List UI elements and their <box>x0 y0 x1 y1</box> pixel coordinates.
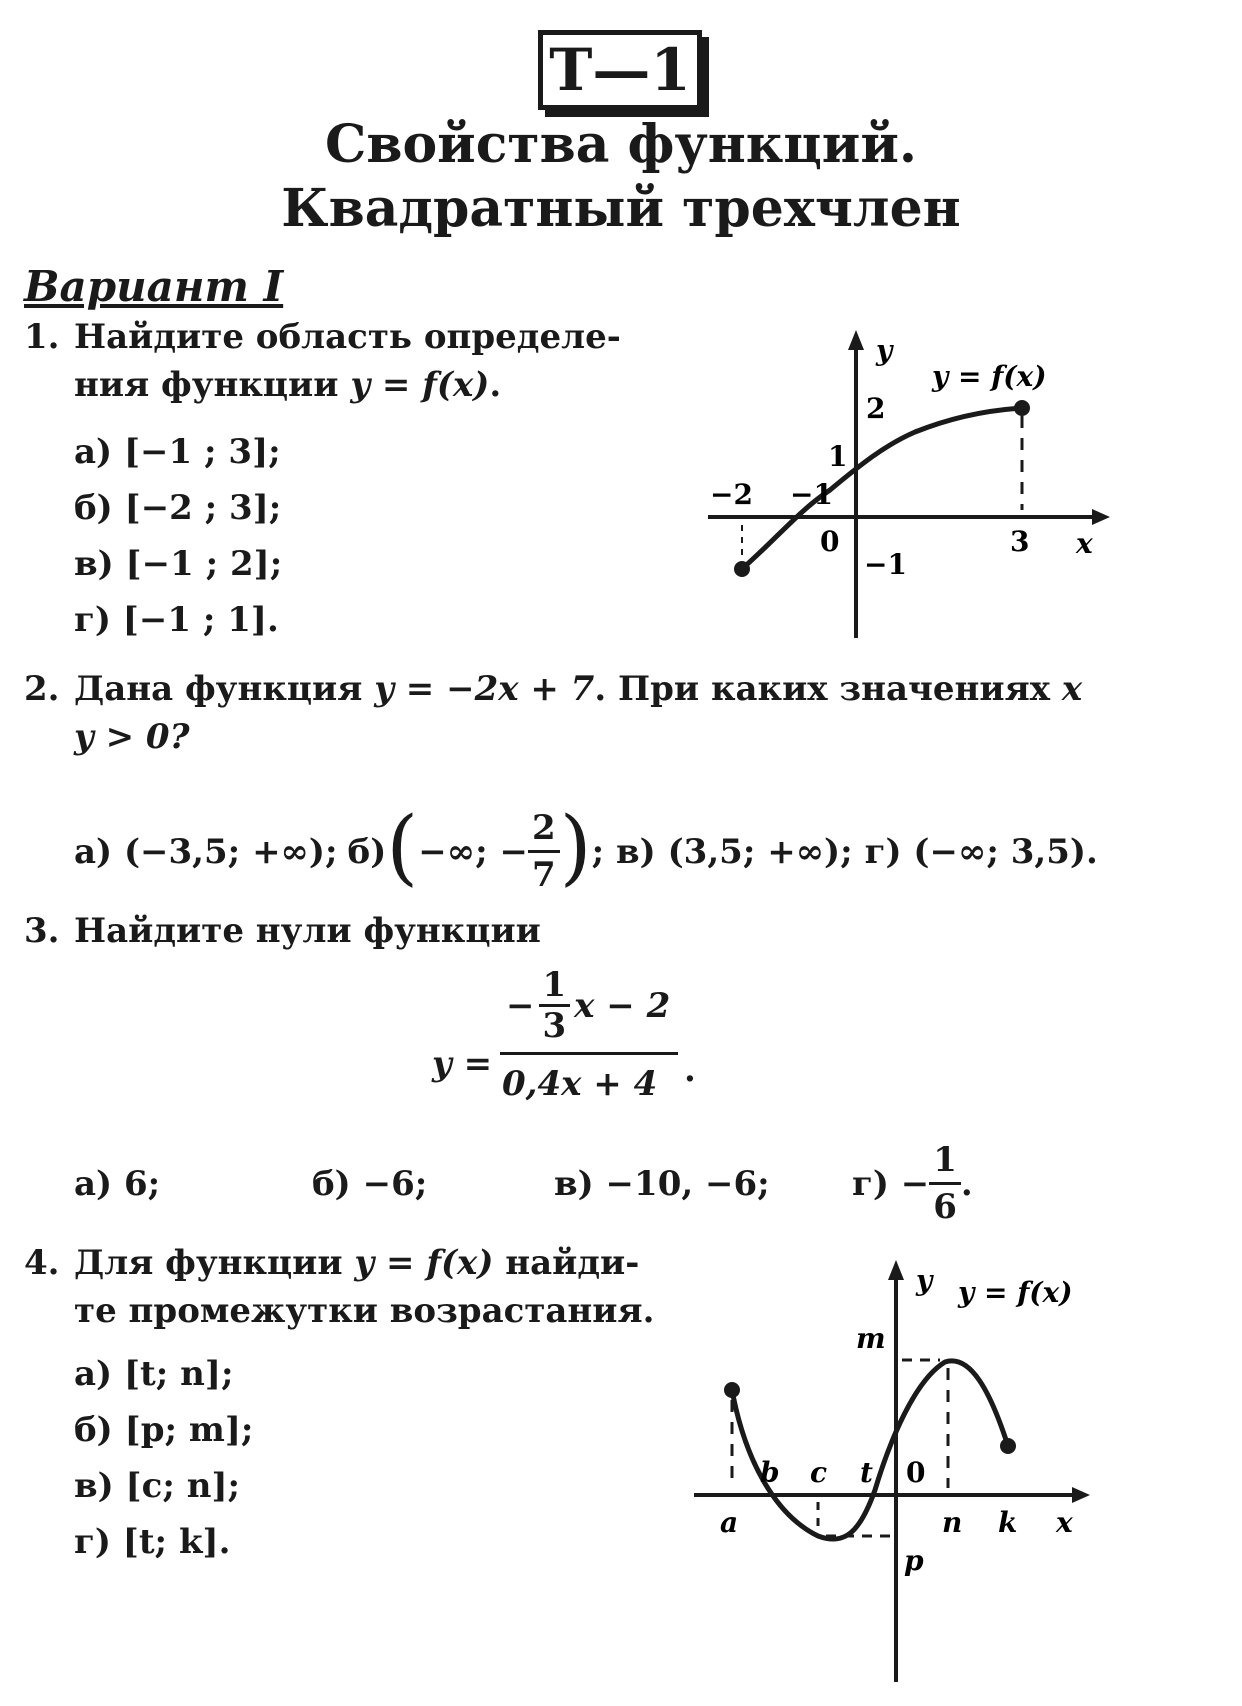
q2-text-line2: y > 0? <box>74 717 190 757</box>
q1-curve <box>742 408 1022 569</box>
q3-opt-d-num: 1 <box>929 1138 961 1185</box>
q4-text-post: найди- <box>493 1243 640 1283</box>
q1-tick-neg1: −1 <box>790 478 833 511</box>
q2-text-pre: Дана функция <box>74 669 375 709</box>
q3-opt-d-post: . <box>960 1163 973 1204</box>
q4-option-d[interactable]: г) [t; k]. <box>74 1522 231 1562</box>
q1-option-d[interactable]: г) [−1 ; 1]. <box>74 600 279 640</box>
q4-math: y = f(x) <box>354 1243 494 1283</box>
q3-numerator <box>506 966 670 1045</box>
q4-y-label: y <box>916 1264 933 1297</box>
q2-frac-den: 7 <box>531 855 556 895</box>
q1-y-label: y <box>876 334 893 367</box>
q3-num-minus: − <box>506 985 535 1026</box>
q4-option-c[interactable]: в) [c; n]; <box>74 1466 241 1506</box>
q1-tick-three: 3 <box>1010 525 1030 558</box>
q4-option-b[interactable]: б) [p; m]; <box>74 1410 254 1450</box>
q2-option-b-label[interactable]: б) <box>347 831 387 872</box>
q1-end-point <box>1014 400 1030 416</box>
q2-frac-num: 2 <box>528 806 560 853</box>
q1-text-line1: Найдите область определе- <box>74 317 621 357</box>
title-line-2: Квадратный трехчлен <box>281 178 961 239</box>
q1-start-point <box>734 561 750 577</box>
q1-number: 1. <box>24 317 60 357</box>
q3-opt-d-pre: г) − <box>852 1163 930 1204</box>
q4-curve <box>732 1361 1008 1539</box>
q2-text-line1 <box>74 664 1082 714</box>
q2-var-x: x <box>1061 669 1083 709</box>
q1-x-arrow-icon <box>1092 509 1110 525</box>
q4-label-t: t <box>860 1456 873 1489</box>
q3-small-den: 3 <box>542 1006 567 1046</box>
q3-num-rest: x − 2 <box>574 985 671 1026</box>
q3-option-c[interactable]: в) −10, −6; <box>554 1164 770 1204</box>
variant-heading: Вариант I <box>24 262 284 311</box>
q2-option-c[interactable]: ; в) (3,5; +∞); <box>591 831 853 872</box>
q3-number: 3. <box>24 911 60 951</box>
test-number-badge: Т—1 <box>538 30 702 110</box>
q2-option-d[interactable]: г) (−∞; 3,5). <box>864 831 1098 872</box>
q1-option-b[interactable]: б) [−2 ; 3]; <box>74 488 282 528</box>
q1-text-line2 <box>74 360 501 410</box>
q4-option-a[interactable]: а) [t; n]; <box>74 1354 234 1394</box>
q1-x-label: x <box>1076 527 1093 560</box>
q4-func-label: y = f(x) <box>958 1276 1073 1309</box>
q2-text-post: . При каких значениях <box>594 669 1062 709</box>
q1-function-graph <box>700 320 1120 650</box>
q3-num-fraction <box>539 966 571 1045</box>
q1-option-c[interactable]: в) [−1 ; 2]; <box>74 544 283 584</box>
q4-label-b: b <box>760 1456 780 1489</box>
q2-math: y = −2x + 7 <box>374 669 595 709</box>
q3-option-b[interactable]: б) −6; <box>312 1164 428 1204</box>
q1-tick-zero: 0 <box>820 525 840 558</box>
q2-paren-close: ) <box>559 799 592 895</box>
q2-option-a[interactable]: а) (−3,5; +∞); <box>74 831 338 872</box>
q1-text-post: . <box>489 365 502 405</box>
q4-function-graph <box>690 1250 1120 1690</box>
q1-text-pre: ния функции <box>74 365 351 405</box>
q4-x-arrow-icon <box>1072 1487 1090 1503</box>
q4-number: 4. <box>24 1243 60 1283</box>
q3-option-d[interactable] <box>852 1138 973 1229</box>
q1-tick-neg2: −2 <box>710 478 753 511</box>
q3-opt-d-fraction <box>929 1138 961 1229</box>
q3-fraction-bar <box>500 1052 678 1055</box>
q3-text: Найдите нули функции <box>74 911 541 951</box>
q1-tick-yneg1: −1 <box>864 548 907 581</box>
q4-y-arrow-icon <box>888 1260 904 1280</box>
q4-label-zero: 0 <box>906 1456 926 1489</box>
q2-option-b-inner: −∞; − <box>418 831 528 872</box>
q1-y-arrow-icon <box>848 330 864 350</box>
q2-paren-open: ( <box>386 799 419 895</box>
q2-number: 2. <box>24 669 60 709</box>
q4-text-line1 <box>74 1238 639 1288</box>
q4-label-c: c <box>810 1456 828 1489</box>
q3-denominator: 0,4x + 4 <box>502 1064 658 1104</box>
q3-period: . <box>684 1050 696 1090</box>
q3-lhs: y = <box>432 1044 493 1084</box>
q3-small-num: 1 <box>539 966 571 1007</box>
q1-option-a[interactable]: а) [−1 ; 3]; <box>74 432 281 472</box>
q1-func-label: y = f(x) <box>932 360 1047 393</box>
q2-options-row <box>74 799 1098 897</box>
title-line-1: Свойства функций. <box>324 114 918 175</box>
q4-label-m: m <box>856 1322 886 1355</box>
q2-option-b-fraction <box>528 806 560 897</box>
q4-label-a: a <box>720 1506 739 1539</box>
q1-tick-one: 1 <box>828 440 848 473</box>
q4-end-point <box>1000 1438 1016 1454</box>
q1-math: y = f(x) <box>350 365 490 405</box>
q4-x-label: x <box>1056 1506 1073 1539</box>
q1-tick-two: 2 <box>866 392 886 425</box>
q4-start-point <box>724 1382 740 1398</box>
q4-label-n: n <box>942 1506 963 1539</box>
q3-opt-d-den: 6 <box>933 1187 957 1227</box>
q3-option-a[interactable]: а) 6; <box>74 1164 161 1204</box>
q4-text-pre: Для функции <box>74 1243 355 1283</box>
q4-label-p: p <box>904 1544 924 1577</box>
q4-label-k: k <box>998 1506 1018 1539</box>
q4-text-line2: те промежутки возрастания. <box>74 1291 655 1331</box>
